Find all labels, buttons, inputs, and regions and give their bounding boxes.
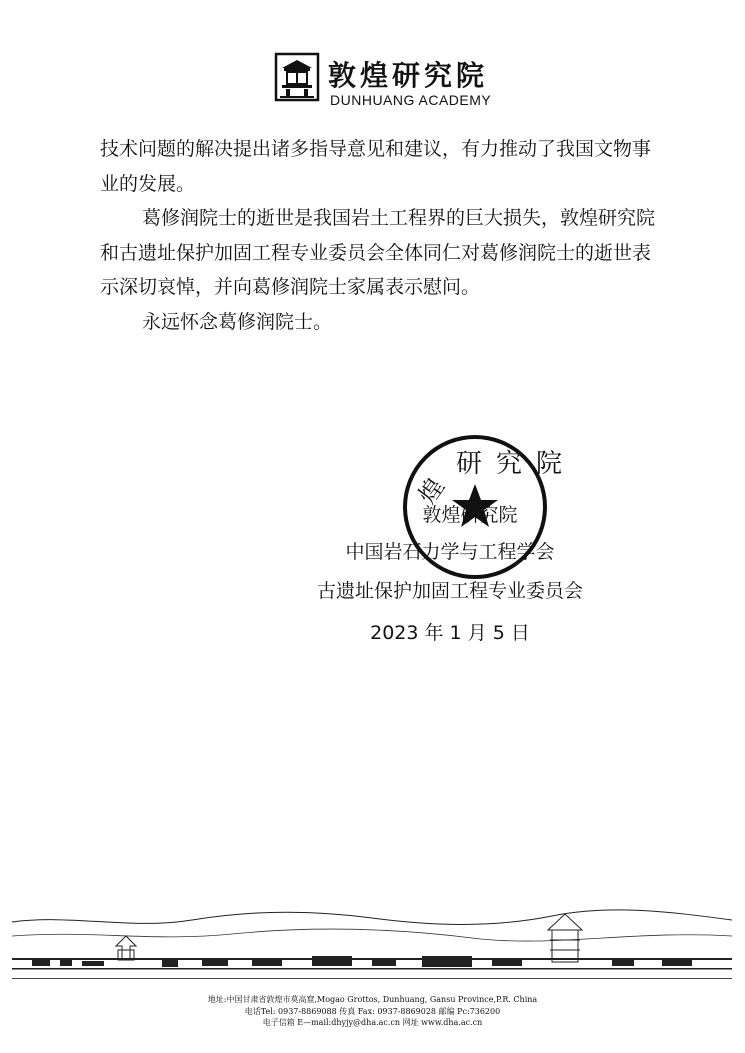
footer-email: 电子信箱 E—mail:dhyjy@dha.ac.cn 网址 www.dha.ac.cn [262,1018,483,1027]
letter-date: 2023 年 1 月 5 日 [370,622,530,644]
body-paragraph: 技术问题的解决提出诸多指导意见和建议，有力推动了我国文物事业的发展。 [100,138,652,195]
footer-address: 地址:中国甘肃省敦煌市莫高窟,Mogao Grottos, Dunhuang, Gansu Province,P.R. China [207,995,538,1004]
seal-text: 研究院 [456,449,577,479]
seal-ring-text: 煌 [413,473,450,509]
academy-name-en: DUNHUANG ACADEMY [330,92,492,108]
academy-name-cn: 敦煌研究院 [328,59,489,92]
body-paragraph: 葛修润院士的逝世是我国岩土工程界的巨大损失，敦煌研究院和古遗址保护加固工程专业委员会全体同仁对葛修润院士的逝世表示深切哀悼，并向葛修润院士家属表示慰问。 [100,207,656,298]
letter-body [100,132,660,339]
signatory-committee: 古遗址保护加固工程专业委员会 [316,580,583,602]
footer-phone: 电话Tel: 0937-8869088 传真 Fax: 0937-8869028 邮编 Pc:736200 [244,1006,501,1016]
mogao-grottoes-illustration [12,900,732,992]
signatory-rock-mechanics-society: 中国岩石力学与工程学会 [345,541,555,563]
letterhead-footer [0,994,745,1029]
letterhead-logo [274,52,494,112]
signatory-dunhuang-academy: 敦煌研究院 [422,504,518,526]
body-paragraph: 永远怀念葛修润院士。 [142,310,333,333]
academy-emblem-icon [274,52,320,102]
